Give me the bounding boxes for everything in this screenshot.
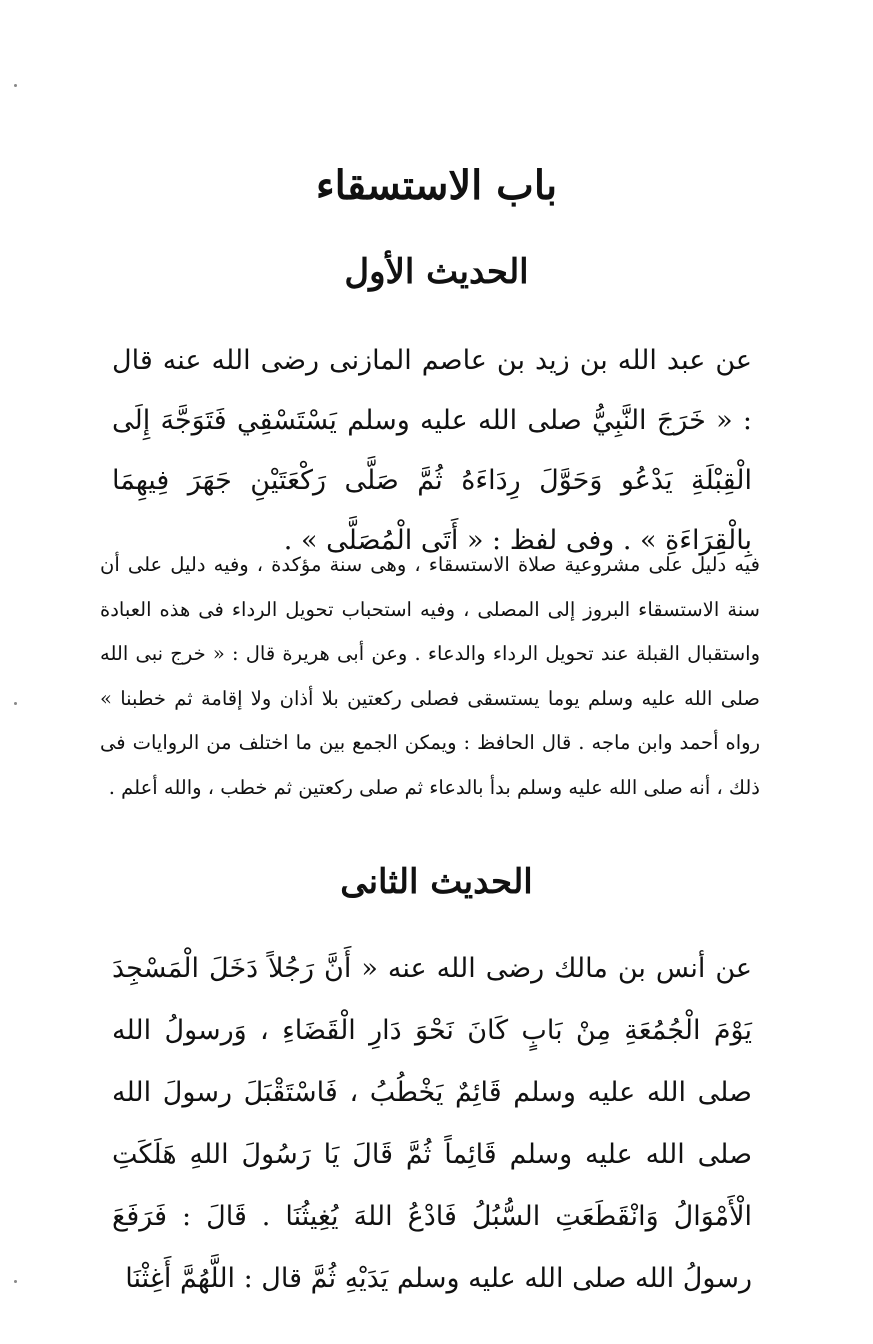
hadith-2-heading: الحديث الثانى — [340, 862, 533, 902]
scan-speck — [14, 84, 17, 87]
hadith-2-text: عن أنس بن مالك رضى الله عنه « أَنَّ رَجُلاً دَخَلَ الْمَسْجِدَ يَوْمَ الْجُمُعَةِ مِنْ بَابٍ كَانَ نَحْوَ دَارِ الْقَضَاءِ ، وَرسولُ الله صلى الله عليه وسلم قَائِمٌ يَخْطُبُ ، فَاسْتَقْبَلَ رسولَ الله صلى الله عليه وسلم قَائِماً ثُمَّ قَالَ يَا رَسُولَ اللهِ هَلَكَتِ الْأَمْوَالُ وَانْقَطَعَتِ السُّبُلُ فَادْعُ اللهَ يُغِيثُنَا . قَالَ : فَرَفَعَ رسولُ الله صلى الله عليه وسلم يَدَيْهِ ثُمَّ قال : اللَّهُمَّ أَغِثْنَا — [112, 953, 752, 1294]
scan-speck — [14, 702, 17, 705]
hadith-1-text: عن عبد الله بن زيد بن عاصم المازنى رضى الله عنه قال : « خَرَجَ النَّبِيُّ صلى الله عليه وسلم يَسْتَسْقِي فَتَوَجَّهَ إِلَى الْقِبْلَةِ يَدْعُو وَحَوَّلَ رِدَاءَهُ ثُمَّ صَلَّى رَكْعَتَيْنِ جَهَرَ فِيهِمَا بِالْقِرَاءَةِ » . وفى لفظ : « أَتَى الْمُصَلَّى » . — [112, 345, 752, 556]
chapter-title: باب الاستسقاء — [315, 162, 558, 209]
scan-speck — [14, 1280, 17, 1283]
hadith-1-commentary: فيه دليل على مشروعية صلاة الاستسقاء ، وهى سنة مؤكدة ، وفيه دليل على أن سنة الاستسقاء البروز إلى المصلى ، وفيه استحباب تحويل الرداء فى هذه العبادة واستقبال القبلة عند تحويل الرداء والدعاء . وعن أبى هريرة قال : « خرج نبى الله صلى الله عليه وسلم يوما يستسقى فصلى ركعتين بلا أذان ولا إقامة ثم خطبنا » رواه أحمد وابن ماجه . قال الحافظ : ويمكن الجمع بين ما اختلف من الروايات فى ذلك ، أنه صلى الله عليه وسلم بدأ بالدعاء ثم صلى ركعتين ثم خطب ، والله أعلم . — [100, 553, 760, 799]
hadith-1-heading: الحديث الأول — [344, 252, 529, 292]
